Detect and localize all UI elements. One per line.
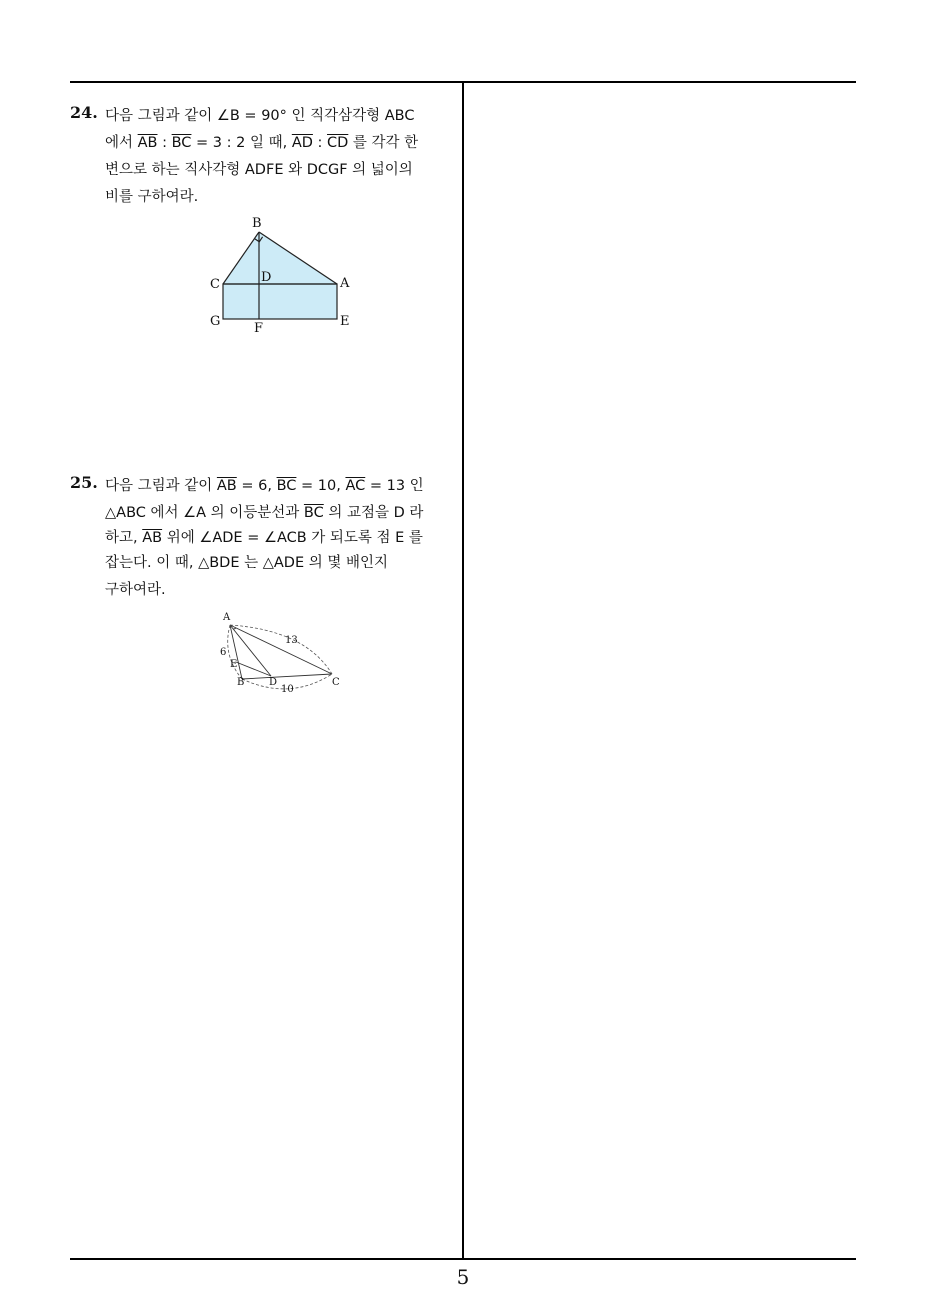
segment-name: $\overline{BC}$ <box>276 478 297 494</box>
text-run: 구하여라. <box>105 582 166 598</box>
problem-number: 24. <box>70 103 98 122</box>
label-b: B <box>252 216 262 231</box>
problem-text-line <box>105 131 418 152</box>
problem-25 <box>70 473 445 603</box>
column-divider <box>462 82 464 1259</box>
text-run: = 3 : 2 일 때, <box>191 135 292 151</box>
segment-name: $\overline{BC}$ <box>303 505 324 521</box>
label-f: F <box>254 321 264 336</box>
label-g: G <box>210 314 221 329</box>
label-c: C <box>332 677 340 688</box>
text-run: 위에 ∠ADE = ∠ACB 가 되도록 점 E 를 <box>162 530 423 546</box>
problem-text-line <box>105 551 388 572</box>
problem-text-line <box>105 526 423 547</box>
problem-text-line <box>105 501 423 522</box>
text-run: = 10, <box>296 478 346 494</box>
segment-name: $\overline{AB}$ <box>137 135 158 151</box>
side-bc <box>242 674 332 679</box>
segment-name: $\overline{AD}$ <box>291 135 313 151</box>
problem-number: 25. <box>70 473 98 492</box>
text-run: : <box>312 135 328 151</box>
label-a: A <box>223 612 231 623</box>
text-run: 비를 구하여라. <box>105 189 199 205</box>
problem-text-line <box>105 158 413 179</box>
text-run: 변으로 하는 직사각형 ADFE 와 DCGF 의 넓이의 <box>105 162 413 178</box>
segment-name: $\overline{AB}$ <box>216 478 237 494</box>
segment-name: $\overline{BC}$ <box>171 135 192 151</box>
label-d: D <box>261 270 272 285</box>
text-run: = 6, <box>236 478 277 494</box>
problem-text-line <box>105 474 424 495</box>
measure-bc: 10 <box>281 684 294 695</box>
label-e: E <box>230 659 238 670</box>
text-run: 에서 <box>105 135 138 151</box>
problem-text-line <box>105 185 198 206</box>
figure-24 <box>200 212 370 342</box>
label-e: E <box>340 314 350 329</box>
text-run: 다음 그림과 같이 ∠B = 90° 인 직각삼각형 ABC <box>105 108 415 124</box>
text-run: 의 교점을 D 라 <box>323 505 424 521</box>
angle-mark-a <box>234 628 237 629</box>
figure-24-fill <box>223 232 337 319</box>
page-number: 5 <box>456 1265 470 1289</box>
side-ac <box>230 625 332 674</box>
label-b: B <box>237 677 245 688</box>
label-d: D <box>269 677 278 688</box>
label-c: C <box>210 277 220 292</box>
text-run: = 13 인 <box>365 478 424 494</box>
segment-name: $\overline{AB}$ <box>142 530 163 546</box>
problem-text-line <box>105 578 166 599</box>
text-run: △ABC 에서 ∠A 의 이등분선과 <box>105 505 304 521</box>
bottom-rule <box>70 1258 856 1260</box>
text-run: 하고, <box>105 530 143 546</box>
text-run: 다음 그림과 같이 <box>105 478 217 494</box>
figure-25 <box>210 605 350 700</box>
problem-text-line <box>105 104 415 125</box>
text-run: : <box>157 135 172 151</box>
text-run: 잡는다. 이 때, △BDE 는 △ADE 의 몇 배인지 <box>105 555 388 571</box>
measure-ac: 13 <box>285 635 298 646</box>
segment-name: $\overline{AC}$ <box>345 478 366 494</box>
text-run: 를 각각 한 <box>348 135 419 151</box>
measure-ab: 6 <box>220 647 227 658</box>
segment-name: $\overline{CD}$ <box>327 135 349 151</box>
label-a: A <box>340 276 350 291</box>
